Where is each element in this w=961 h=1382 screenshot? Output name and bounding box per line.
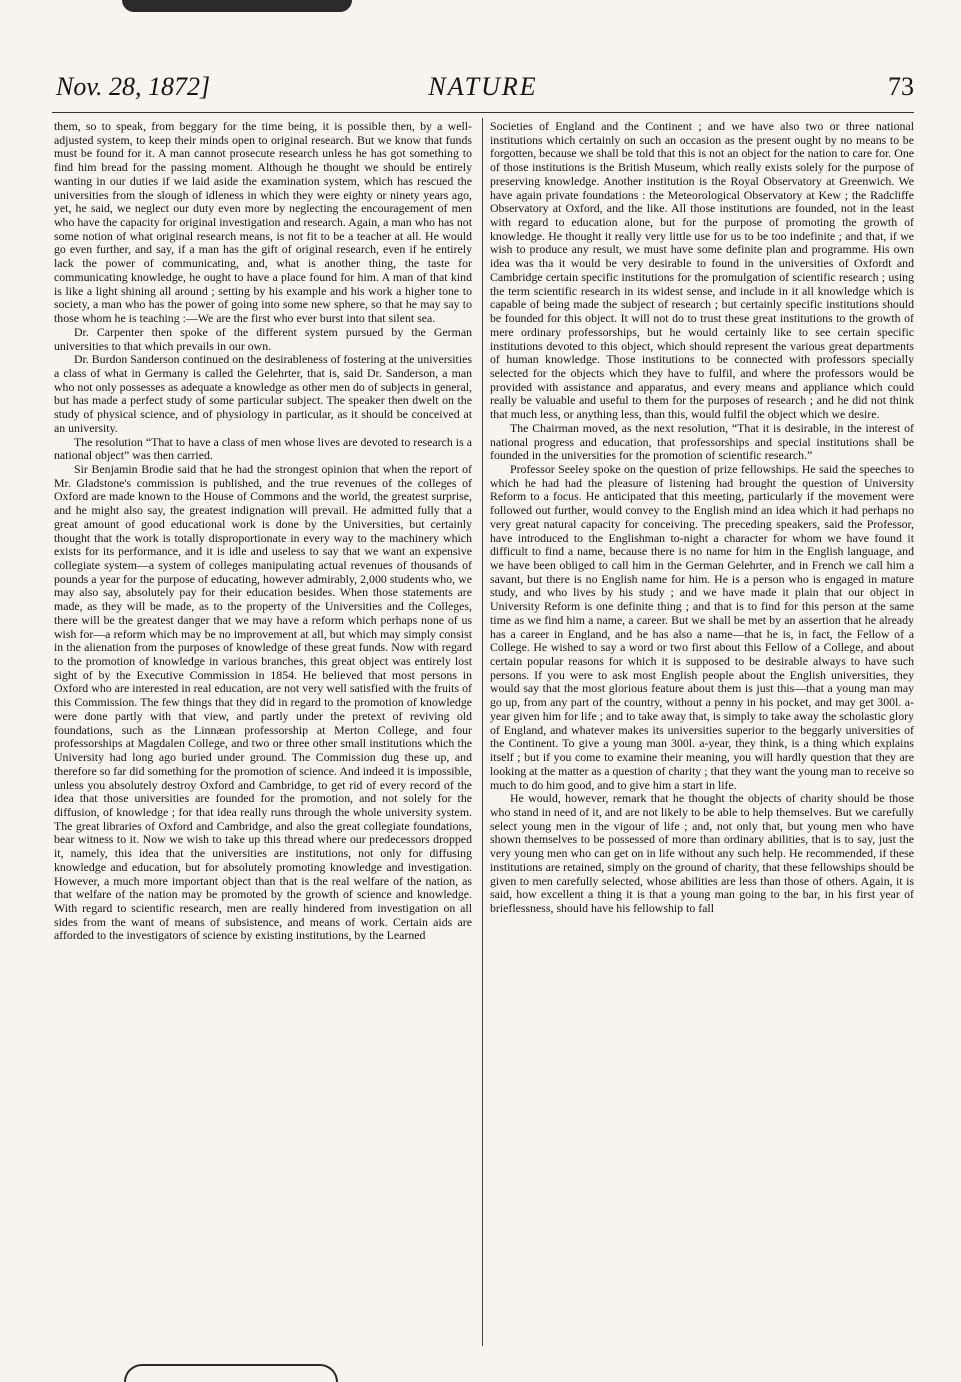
paragraph: Societies of England and the Continent ; and we have also two or three national institutions which certainly on such an occasion as the present ought by no means to be forgotten, because we shall be told that this is not an object for the nation to care for. One of those institutions is the British Museum, which really exists solely for the purpose of preserving knowledge. Another institution is the Royal Observatory at Greenwich. We have again private foundations : the Meteorological Observatory at Kew ; the Radcliffe Observatory at Oxford, and the like. All those institutions are founded, not in the least with regard to education alone, but for the purpose of promoting the growth of knowledge. He thought it really very little use for us to be too indefinite ; and that, if we wish to produce any result, we must have some definite plan and programme. His own idea was tha it would be very desirable to found in the universities of Oxfordt and Cambridge certain specific institutions for the promulgation of scientific research ; using the term scientific research in its widest sense, and include in it all knowledge which is capable of being made the subject of research ; but certainly specific institutions should be founded for this object. It will not do to trust these great institutions to the growth of mere ordinary professorships, but he would certainly like to see certain specific institutions devoted to this object, which should represent the various great departments of human knowledge. Those institutions to be connected with professors specially selected for the objects which they have to fulfil, and where the professors would be provided with assistance and apparatus, and every means and appliance which could really be valuable and useful to them for the purposes of research ; and he did not think that much less, or anything less, than this, would fulfil the object which we desire. (490, 120, 914, 422)
paragraph: Sir Benjamin Brodie said that he had the strongest opinion that when the report of Mr. Gladstone's commission is published, and the true revenues of the colleges of Oxford are made known to the House of Commons and the world, the greatest surprise, and he might also say, the greatest indignation will prevail. He admitted fully that a great amount of good educational work is done by the Universities, but certainly thought that the work is totally disproportionate in every way to the machinery which exists for its performance, and it is idle and useless to say that we want an expensive collegiate system—a system of colleges manipulating actual revenues of thousands of pounds a year for the purpose of educating, however admirably, 2,000 students who, we may also say, absolutely pay for their education besides. When those statements are made, as they will be made, as to the property of the Universities and the Colleges, there will be the greatest danger that we may have a reform which perhaps none of us wish for—a reform which may be no improvement at all, but which may simply consist in the alienation from the purposes of knowledge of these great funds. Now with regard to the promotion of knowledge in various branches, this great object was entirely lost sight of by the Executive Commission in 1854. He believed that most persons in Oxford who are interested in real education, are not very well satisfied with the fruits of this Commission. The few things that they did in regard to the promotion of knowledge were done partly with that view, and partly under the pretext of reviving old foundations, such as the Linnæan professorship at Merton College, and four professorships at Magdalen College, and two or three other small institutions which the University had long ago buried under ground. The Commission dug these up, and therefore so far did something for the promotion of science. And indeed it is impossible, unless you absolutely destroy Oxford and Cambridge, to get rid of every record of the idea that those universities are founded for the promotion, and not solely for the diffusion, of knowledge ; for that idea really runs through the whole university system. The great libraries of Oxford and Cambridge, and also the great collegiate foundations, bear witness to it. Now we wish to take up this thread where our predecessors dropped it, namely, this idea that the universities are institutions, not only for diffusing knowledge and education, but for absolutely promoting knowledge and investigation. However, a much more important object than that is the real welfare of the nation, as that welfare of the nation may be promoted by the growth of science and knowledge. With regard to scientific research, men are really hindered from investigation on all sides from the want of means of subsistence, and means of work. Certain aids are afforded to the investigators of science by existing institutions, by the Learned (54, 461, 472, 943)
paragraph: He would, however, remark that he thought the objects of charity should be those who stand in need of it, and are not likely to be able to help themselves. But we carefully select young men in the vigour of life ; and, not only that, but young men who have shown themselves to be possessed of more than ordinary abilities, that is to say, just the very young men who can get on in life without any such help. He recommended, if these institutions are retained, simply on the ground of charity, that these fellowships should be given to men carefully selected, whose abilities are less than those of others. Again, it is said, how excellent a thing it is that a young man going to the bar, in his first year of brieflessness, should have his fellowship to fall (490, 791, 914, 915)
page-header (52, 70, 914, 106)
paragraph: The Chairman moved, as the next resolution, “That it is desirable, in the interest of national progress and education, that professorships and special institutions shall be founded in the universities for the promotion of scientific research.” (490, 420, 914, 463)
paragraph: Dr. Burdon Sanderson continued on the desirableness of fostering at the universities a class of what in Germany is called the Gelehrter, that is, said Dr. Sanderson, a man who not only possesses as adequate a knowledge as other men do of subjects in general, but has made a perfect study of some particular subject. The speaker then dwelt on the study of physical science, and of physiology in particular, as it should be conceived at an university. (54, 352, 472, 435)
issue-date: Nov. 28, 1872] (56, 72, 211, 101)
right-column (490, 120, 914, 1346)
paragraph: them, so to speak, from beggary for the time being, it is possible then, by a well-adjusted system, to keep their minds open to original research. But we know that funds must be found for it. A man cannot prosecute research unless he has got something to find him bread for the passing moment. Although he thought we should be entirely wanting in our duties if we laid aside the examination system, which has rescued the universities from the slough of idleness in which they were eighty or ninety years ago, yet, he said, we neglect our duty even more by neglecting the encouragement of men who have the capacity for original investigation and research. Again, a man who has not some notion of what original research means, is not fit to be a teacher at all. He would go even further, and say, if a man has the gift of original research, even if he entirely lack the power of communicating, and, what is another thing, the taste for communicating knowledge, he ought to have a place found for him. A man of that kind is like a light shining all around ; setting by his example and his work a higher tone to society, a man who has the power of going into some new sphere, so that he may say to those whom he is teaching :—We are the first who ever burst into that silent sea. (54, 120, 472, 326)
column-divider (482, 118, 483, 1346)
header-rule (52, 112, 914, 113)
paragraph: Dr. Carpenter then spoke of the different system pursued by the German universities to that which prevails in our own. (54, 324, 472, 353)
paragraph: Professor Seeley spoke on the question of prize fellowships. He said the speeches to which he had had the pleasure of listening had brought the question of University Reform to a focus. He anticipated that this meeting, particularly if the movement were followed out further, would convey to the English mind an idea which it had perhaps no very great natural capacity for conceiving. The preceding speakers, said the Professor, have introduced to the Englishman to-night a character for whom we have found it difficult to find a name, because there is no name for him in the English language, and we have been obliged to call him in the German Gelehrter, and in French we call him a savant, but there is no English name for him. He is a person who is engaged in mature study, and who lives by his study ; and we have made it plain that our object in University Reform is one definite thing ; and that is to find for this person at the same time as we find him a name, a career. But we shall be met by an assertion that he already has a career in England, and he has also a name—that he is, in fact, the Fellow of a College. He wished to say a word or two first about this Fellow of a College, and about certain popular reasons for which it is supposed to be desirable always to have such persons. If you were to ask most English people about the English universities, they would say that the most glorious feature about them is just this—that a young man may go up, from any part of the country, without a penny in his pocket, and may get 300l. a-year given him for life ; and to take away that, is simply to take away the scholastic glory of England, and whatever makes its universities superior to the beggarly universities of the Continent. To give a young man 300l. a-year, they think, is a thing which explains itself ; but if you come to examine their meaning, you will hardly question that they are looking at the matter as a question of charity ; that they want the young man to receive so much to do him good, and to give him a start in life. (490, 461, 914, 792)
page-number: 73 (888, 72, 914, 101)
binding-mark-top (122, 0, 352, 12)
paragraph: The resolution “That to have a class of men whose lives are devoted to research is a national object” was then carried. (54, 434, 472, 463)
journal-title: NATURE (428, 72, 538, 101)
binding-mark-bottom (124, 1364, 338, 1382)
left-column (54, 120, 472, 1346)
